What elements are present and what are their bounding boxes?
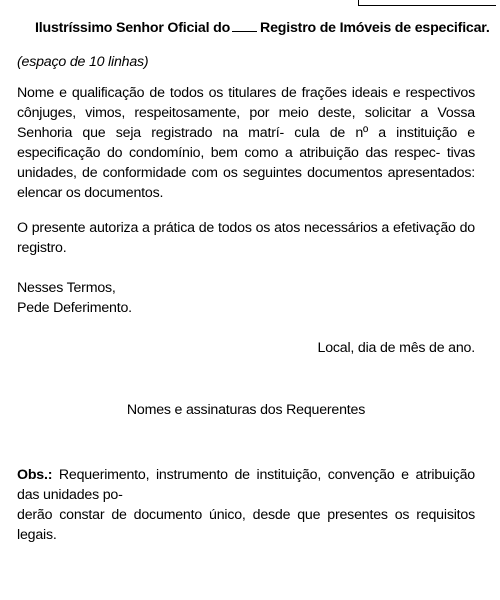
request-line-4: tivas unidades, de conformidade com os seguintes documentos apresentados: elencar os xyxy=(17,145,475,201)
spacing-note: (espaço de 10 linhas) xyxy=(17,54,149,70)
observation-note xyxy=(17,465,475,545)
request-line-3: cula de nº a instituição e especificação do condomínio, bem como a atribuição das respec- xyxy=(17,125,475,161)
title-part-1: Ilustríssimo Senhor Oficial do xyxy=(35,20,231,36)
page-frame-corner xyxy=(358,0,496,6)
place-date-line: Local, dia de mês de ano. xyxy=(317,340,475,356)
request-line-5: documentos. xyxy=(84,185,164,201)
signatures-label: Nomes e assinaturas dos Requerentes xyxy=(126,402,366,418)
authorization-paragraph: O presente autoriza a prática de todos os atos necessários a efetivação do registro. xyxy=(17,220,475,256)
registry-number-blank xyxy=(232,19,257,32)
obs-text-1: Requerimento, instrumento de instituição, convenção e atribuição das unidades po- xyxy=(17,467,475,503)
closing-line-2: Pede Deferimento. xyxy=(17,300,132,316)
title-part-2: Registro de Imóveis de especificar. xyxy=(260,20,490,36)
document-title xyxy=(17,18,490,38)
document-page xyxy=(17,18,490,545)
request-line-2: respeitosamente, por meio deste, solicitar a Vossa Senhoria que seja registrado na matrí- xyxy=(17,105,475,141)
closing-block xyxy=(17,278,475,318)
obs-label: Obs.: xyxy=(17,467,53,483)
request-line-1: Nome e qualificação de todos os titulares de frações ideais e respectivos cônjuges, vimos, xyxy=(17,85,475,121)
obs-text-2: derão constar de documento único, desde que presentes os requisitos legais. xyxy=(17,507,475,543)
request-paragraph xyxy=(17,83,475,203)
obs-line-1 xyxy=(17,465,475,505)
closing-line-1: Nesses Termos, xyxy=(17,280,116,296)
